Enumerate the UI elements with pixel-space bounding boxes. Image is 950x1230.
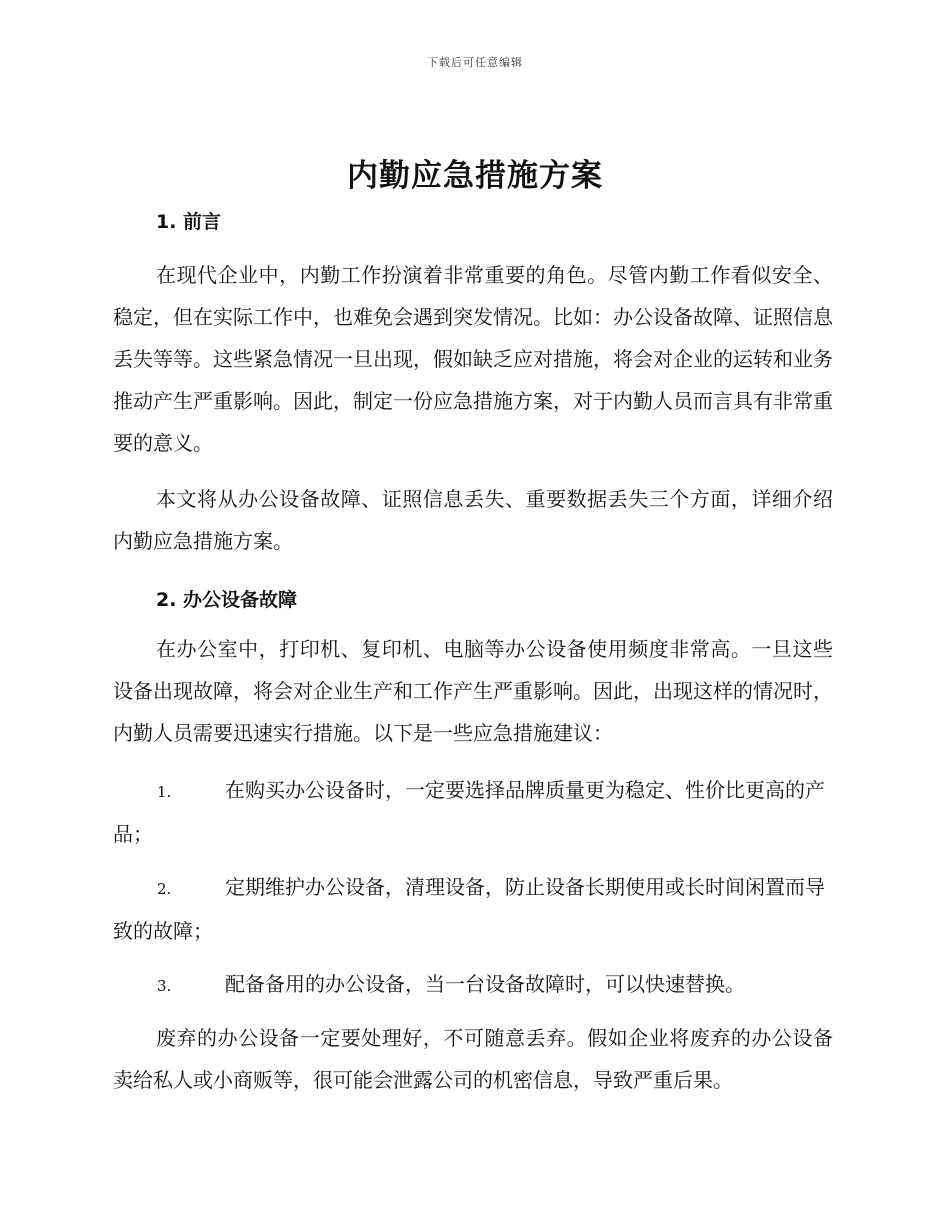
paragraph-office-equipment-outro: 废弃的办公设备一定要处理好，不可随意丢弃。假如企业将废弃的办公设备卖给私人或小商贩等，很可能会泄露公司的机密信息，导致严重后果。 — [113, 1026, 833, 1092]
list-number: 1. — [157, 783, 172, 801]
list-number: 2. — [157, 880, 172, 898]
list-item-3 — [113, 963, 833, 1007]
list-number: 3. — [157, 977, 172, 995]
list-item-1 — [113, 769, 833, 855]
list-text: 在购买办公设备时，一定要选择品牌质量更为稳定、性价比更高的产品； — [113, 778, 825, 846]
list-text: 配备备用的办公设备，当一台设备故障时，可以快速替换。 — [225, 972, 745, 996]
paragraph-preface-2: 本文将从办公设备故障、证照信息丢失、重要数据丢失三个方面，详细介绍内勤应急措施方案。 — [113, 487, 833, 553]
list-item-2 — [113, 866, 833, 952]
document-title: 内勤应急措施方案 — [347, 158, 603, 194]
paragraph-office-equipment-intro: 在办公室中，打印机、复印机、电脑等办公设备使用频度非常高。一旦这些设备出现故障，将会对企业生产和工作产生严重影响。因此，出现这样的情况时，内勤人员需要迅速实行措施。以下是一些应急措施建议： — [113, 637, 833, 745]
paragraph-preface-1: 在现代企业中，内勤工作扮演着非常重要的角色。尽管内勤工作看似安全、稳定，但在实际工作中，也难免会遇到突发情况。比如：办公设备故障、证照信息丢失等等。这些紧急情况一旦出现，假如缺乏应对措施，将会对企业的运转和业务推动产生严重影响。因此，制定一份应急措施方案，对于内勤人员而言具有非常重要的意义。 — [113, 263, 833, 455]
section-heading-preface: 1. 前言 — [156, 211, 222, 233]
header-note: 下载后可任意编辑 — [427, 56, 523, 69]
section-heading-office-equipment: 2. 办公设备故障 — [156, 589, 298, 611]
list-text: 定期维护办公设备，清理设备，防止设备长期使用或长时间闲置而导致的故障； — [113, 875, 825, 943]
